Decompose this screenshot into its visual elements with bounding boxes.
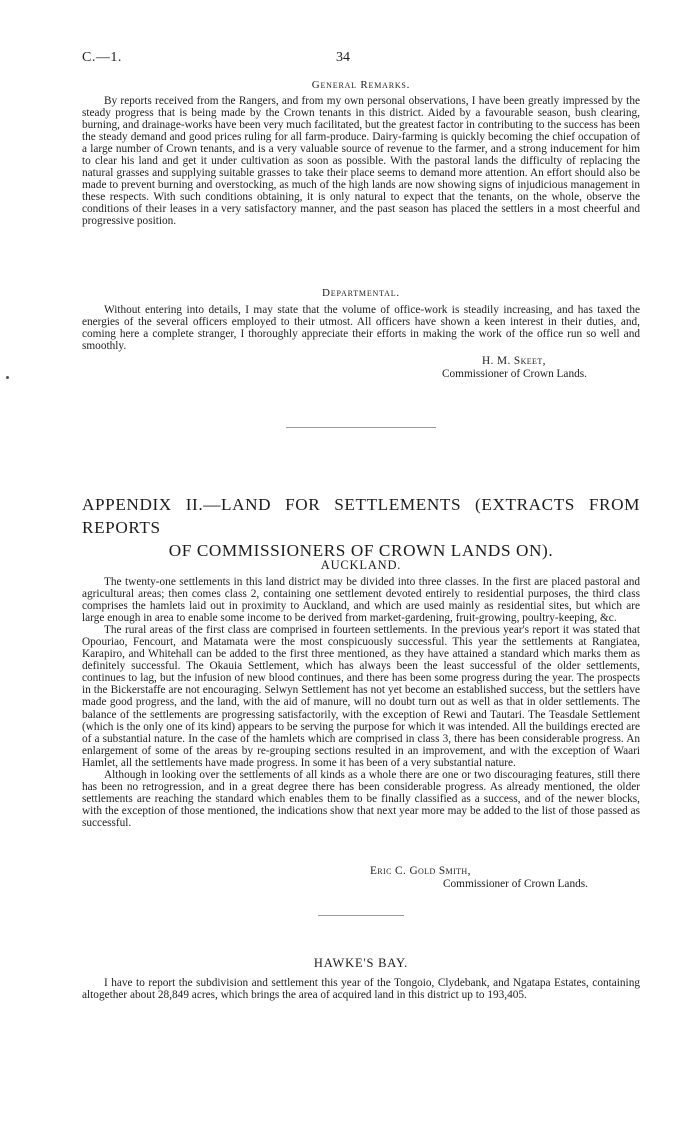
appendix-title	[82, 493, 640, 562]
general-remarks-section	[82, 95, 640, 228]
departmental-paragraph: Without entering into details, I may state that the volume of office-work is steadily increasing, and has taxed the energies of the several officers employed to their utmost. All officers have shown a keen interest in their duties, and, coming here a complete stranger, I thoroughly appreciate their efforts in making the work of the office run so well and smoothly.	[82, 304, 640, 353]
general-remarks-heading: General Remarks.	[311, 79, 411, 91]
departmental-section	[82, 304, 640, 352]
auckland-paragraph-2: The rural areas of the first class are comprised in fourteen settlements. In the previous year's report it was stated that Opouriao, Fencourt, and Matamata were the most conspicuously successful. This year the settlements at Rangiatea, Karapiro, and Whitehall can be added to the first three mentioned, as they have attained a standard which marks them as definitely successful. The Okauia Settlement, which has always been the least successful of the older settlements, continues to lag, but the infusion of new blood continues, and there has been some progress during the year. The prospects in the Bickerstaffe are not encouraging. Selwyn Settlement has not yet become an established success, but the settlers have made good progress, and the land, with the aid of manure, will no doubt turn out as well as that in older settlements. The balance of the settlements are progressing satisfactorily, with the exception of Rewi and Tautari. The Teasdale Settlement (which is the only one of its kind) appears to be serving the purpose for which it was intended. All the buildings erected are of a substantial nature. In the case of the hamlets which are comprised in class 3, there has been considerable progress. An enlargement of some of the areas by re-grouping sections resulted in an improvement, and with the exception of Waari Hamlet, all the settlements have made progress. In some it has been of a very substantial nature.	[82, 624, 640, 769]
auckland-paragraph-3: Although in looking over the settlements of all kinds as a whole there are one or two discouraging features, still there has been no retrogression, and in a great degree there has been considerable progress. As already mentioned, the older settlements are reaching the standard which enables them to be finally classified as a success, and of the newer blocks, with the exception of those mentioned, the indications show that next year more may be added to the list of those passed as successful.	[82, 768, 640, 829]
report-code: C.—1.	[82, 50, 122, 65]
general-remarks-paragraph: By reports received from the Rangers, and from my own personal observations, I have been greatly impressed by the steady progress that is being made by the Crown tenants in this district. Aided by a favourable season, bush clearing, burning, and drainage-works have been very much facilitated, but the greatest factor in contributing to the success has been the steady demand and good prices ruling for all farm-produce. Dairy-farming is quickly becoming the chief occupation of a large number of Crown tenants, and is a very valuable source of revenue to the farmer, and a strong inducement for him to clear his land and get it under cultivation as soon as possible. With the pastoral lands the difficulty of replacing the natural grasses and supplying suitable grasses to take their place seems to demand more attention. An effort should also be made to prevent burning and overstocking, as much of the high lands are now showing signs of injudicious management in these respects. With such conditions obtaining, it is only natural to expect that the tenants, on the whole, observe the conditions of their leases in a very satisfactory manner, and the past season has placed the settlers in a most cheerful and progressive position.	[82, 95, 640, 228]
section-divider	[286, 427, 436, 428]
page-number: 34	[336, 50, 350, 65]
hawkes-bay-section	[82, 977, 640, 1001]
auckland-paragraph-1: The twenty-one settlements in this land district may be divided into three classes. In the first are placed pastoral and agricultural areas; then comes class 2, containing one settlement devoted entirely to residential purposes, the third class comprises the hamlets laid out in proximity to Auckland, and which are used mainly as residential sites, but which are large enough in area to enable some income to be derived from market-gardening, fruit-growing, poultry-keeping, &c.	[82, 576, 640, 625]
departmental-signature-title: Commissioner of Crown Lands.	[442, 368, 587, 380]
hawkes-bay-paragraph: I have to report the subdivision and settlement this year of the Tongoio, Clydebank, and Ngatapa Estates, containing altogether about 28,849 acres, which brings the area of acquired land in this district up to 193,405.	[82, 977, 640, 1002]
appendix-title-line-1: APPENDIX II.—LAND FOR SETTLEMENTS (EXTRACTS FROM REPORTS	[82, 495, 640, 537]
auckland-section	[82, 576, 640, 829]
margin-mark	[6, 376, 9, 379]
hawkes-bay-heading: HAWKE'S BAY.	[313, 956, 409, 970]
auckland-signature-name: Eric C. Gold Smith,	[370, 865, 471, 877]
departmental-signature-name: H. M. Skeet,	[482, 355, 546, 367]
section-divider-2	[318, 915, 404, 916]
auckland-signature-title: Commissioner of Crown Lands.	[443, 878, 588, 890]
departmental-heading: Departmental.	[322, 287, 400, 299]
appendix-title-line-2: OF COMMISSIONERS OF CROWN LANDS ON).	[168, 541, 554, 560]
auckland-heading: AUCKLAND.	[320, 558, 402, 572]
